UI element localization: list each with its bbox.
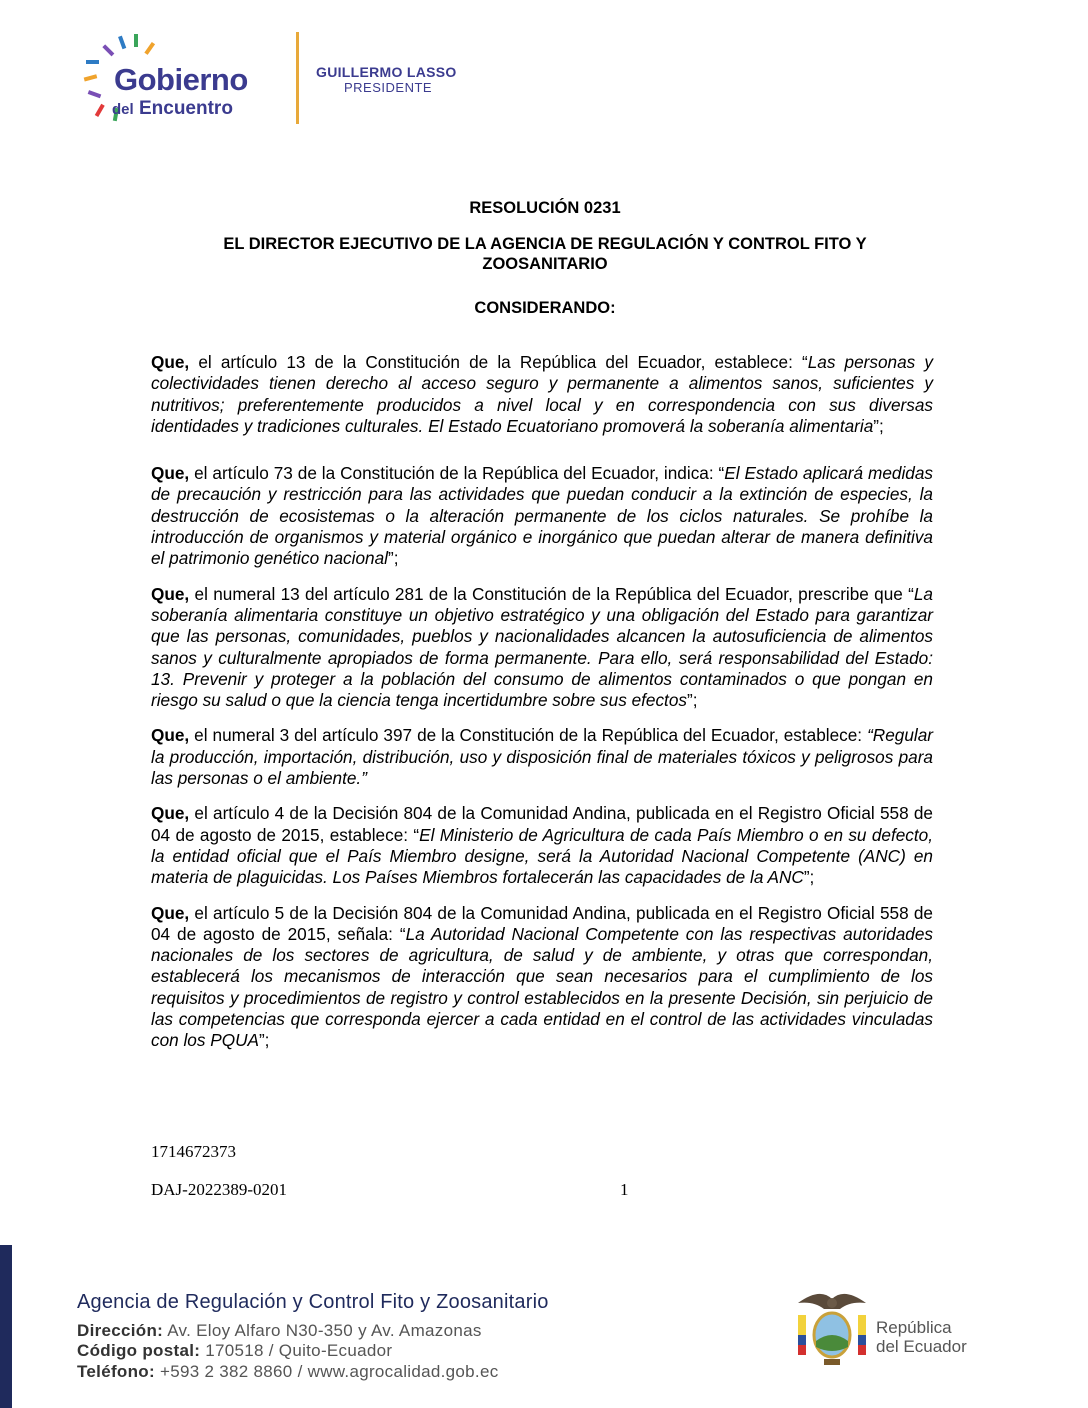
logo-word-encuentro: del Encuentro bbox=[112, 98, 233, 119]
footer-accent-bar bbox=[0, 1245, 12, 1408]
agency-name: Agencia de Regulación y Control Fito y Zoosanitario bbox=[77, 1291, 549, 1313]
director-heading: EL DIRECTOR EJECUTIVO DE LA AGENCIA DE REGULACIÓN Y CONTROL FITO Y ZOOSANITARIO bbox=[223, 235, 867, 273]
document-code: DAJ-2022389-0201 bbox=[151, 1180, 287, 1199]
paragraph-4: Que, el numeral 3 del artículo 397 de la Constitución de la República del Ecuador, establece: “Regular la producción, importación, distribución, uso y disposición final de materiales tóxicos y peligrosos para las personas o el ambiente.” bbox=[151, 725, 933, 789]
paragraph-3: Que, el numeral 13 del artículo 281 de la Constitución de la República del Ecuador, prescribe que “La soberanía alimentaria constituye un objetivo estratégico y una obligación del Estado para garantizar que las personas, comunidades, pueblos y nacionalidades alcancen la autosuficiencia de alimentos sanos y culturalmente apropiados de forma permanente. Para ello, será responsabilidad del Estado: 13. Prevenir y proteger a la población del consumo de alimentos contaminados o que pongan en riesgo su salud o que la ciencia tenga incertidumbre sobre sus efectos”; bbox=[151, 583, 933, 711]
president-title: PRESIDENTE bbox=[344, 80, 433, 95]
phone-line: Teléfono: +593 2 382 8860 / www.agrocalidad.gob.ec bbox=[77, 1362, 499, 1381]
paragraph-5: Que, el artículo 4 de la Decisión 804 de la Comunidad Andina, publicada en el Registro Oficial 558 de 04 de agosto de 2015, establece: “El Ministerio de Agricultura de cada País Miembro o en su defecto, la entidad oficial que el País Miembro designe, será la Autoridad Nacional Competente (ANC) en materia de plaguicidas. Los Países Miembros fortalecerán las capacidades de la ANC”; bbox=[151, 803, 933, 888]
paragraph-6: Que, el artículo 5 de la Decisión 804 de la Comunidad Andina, publicada en el Registro Oficial 558 de 04 de agosto de 2015, señala: “La Autoridad Nacional Competente con las respectivas autoridades nacionales de los sectores de agricultura, de salud y de ambiente, y otras que correspondan, establecerá los mecanismos de interacción que sean necesarios para el cumplimiento de los requisitos y procedimientos de registro y control establecidos en la presente Decisión, sin perjuicio de las competencias que corresponda ejercer a cada entidad en el control de las actividades vinculadas con los PQUA”; bbox=[151, 902, 933, 1051]
paragraph-1: Que, el artículo 13 de la Constitución de la República del Ecuador, establece: “Las personas y colectividades tienen derecho al acceso seguro y permanente a alimentos sanos, suficientes y nutritivos; preferentemente producidos a nivel local y en correspondencia con sus diversas identidades y tradiciones culturales. El Estado Ecuatoriano promoverá la soberanía alimentaria”; bbox=[151, 352, 933, 436]
republic-label: República del Ecuador bbox=[876, 1318, 967, 1356]
resolution-title: RESOLUCIÓN 0231 bbox=[469, 199, 621, 217]
logo-separator bbox=[296, 32, 299, 124]
president-name: GUILLERMO LASSO bbox=[316, 64, 457, 80]
coat-of-arms-icon bbox=[790, 1285, 874, 1375]
page-number: 1 bbox=[620, 1180, 629, 1199]
logo-word-gobierno: Gobierno bbox=[114, 62, 248, 97]
document-body bbox=[151, 352, 933, 1066]
address-line: Dirección: Av. Eloy Alfaro N30-350 y Av. Amazonas bbox=[77, 1321, 482, 1340]
id-number: 1714672373 bbox=[151, 1142, 236, 1161]
considerando-heading: CONSIDERANDO: bbox=[474, 299, 616, 317]
postal-line: Código postal: 170518 / Quito-Ecuador bbox=[77, 1341, 393, 1360]
paragraph-2: Que, el artículo 73 de la Constitución de la República del Ecuador, indica: “El Estado aplicará medidas de precaución y restricción para las actividades que puedan conducir a la extinción de especies, la destrucción de ecosistemas o la alteración permanente de los ciclos naturales. Se prohíbe la introducción de organismos y material orgánico e inorgánico que puedan alterar de manera definitiva el patrimonio genético nacional”; bbox=[151, 463, 933, 569]
gobierno-logo bbox=[76, 30, 496, 130]
